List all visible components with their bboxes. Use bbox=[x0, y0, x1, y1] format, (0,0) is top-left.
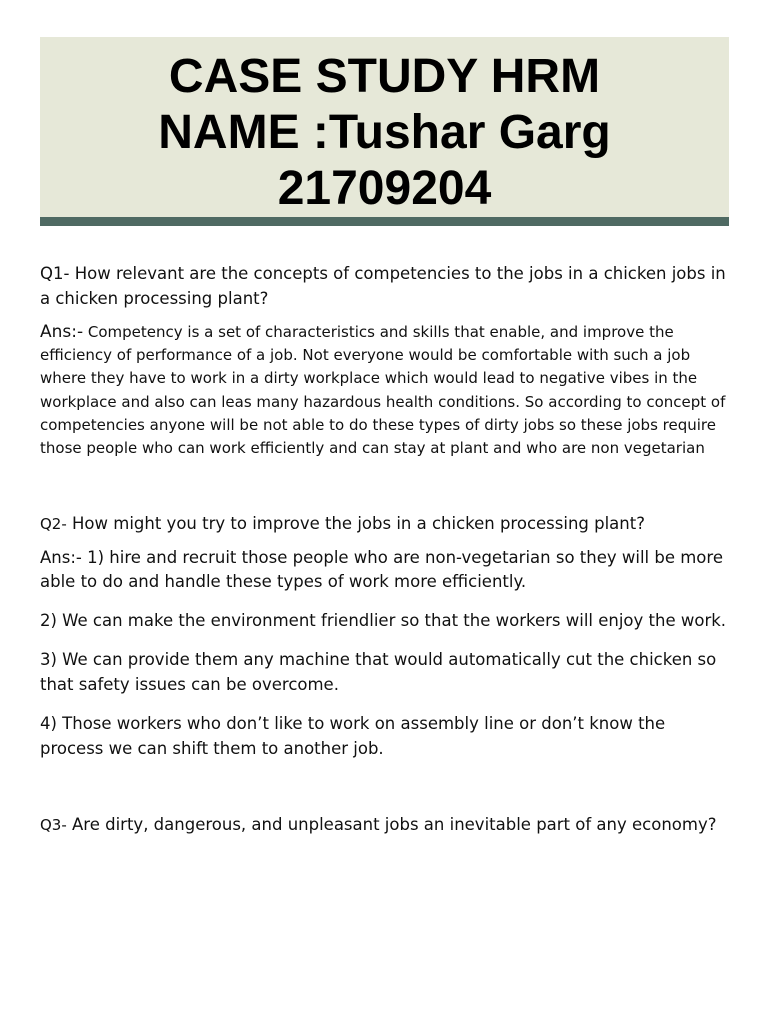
title-banner bbox=[40, 37, 729, 217]
q3-label: Q3- bbox=[40, 816, 67, 835]
q1-answer bbox=[40, 321, 732, 460]
q1-answer-label: Ans:- bbox=[40, 322, 84, 342]
q2-answer-1-text: 1) hire and recruit those people who are non-vegetarian so they will be more able to do and handle these types of work more efficiently. bbox=[40, 547, 723, 592]
title-line-2: NAME :Tushar Garg bbox=[158, 106, 611, 159]
q2-question bbox=[40, 512, 732, 537]
q2-question-text: How might you try to improve the jobs in a chicken processing plant? bbox=[66, 514, 645, 534]
q1-answer-text: Competency is a set of characteristics and skills that enable, and improve the efficiency of performance of a job. Not everyone would be comfortable with such a job where they have to work in a dirty workplace which would lead to negative vibes in the workplace and also can leas many hazardous health conditions. So according to concept of competencies anyone will be not able to do these types of dirty jobs so these jobs require those people who can work efficiently and can stay at plant and who are non vegetarian bbox=[40, 323, 726, 458]
q2-label: Q2- bbox=[40, 515, 67, 534]
title-line-1: CASE STUDY HRM bbox=[168, 50, 601, 103]
title-line-3: 21709204 bbox=[277, 162, 492, 215]
q1-question bbox=[40, 262, 732, 311]
q2-answer-4: 4) Those workers who don’t like to work on assembly line or don’t know the process we can shift them to another job. bbox=[40, 714, 666, 758]
document-body bbox=[40, 262, 732, 838]
q2-answer-label: Ans:- bbox=[40, 547, 82, 567]
q1-question-text: How relevant are the concepts of competencies to the jobs in a chicken jobs in a chicken processing plant? bbox=[40, 264, 726, 308]
q2-answer-2: 2) We can make the environment friendlier so that the workers will enjoy the work. bbox=[40, 610, 727, 630]
q1-label: Q1- bbox=[40, 264, 70, 283]
q3-question-text: Are dirty, dangerous, and unpleasant jobs an inevitable part of any economy? bbox=[66, 815, 717, 835]
q2-answer-1 bbox=[40, 546, 732, 595]
q3-question bbox=[40, 813, 732, 838]
q2-answer-3: 3) We can provide them any machine that would automatically cut the chicken so that safety issues can be overcome. bbox=[40, 650, 717, 694]
title-underline-bar bbox=[40, 217, 729, 226]
